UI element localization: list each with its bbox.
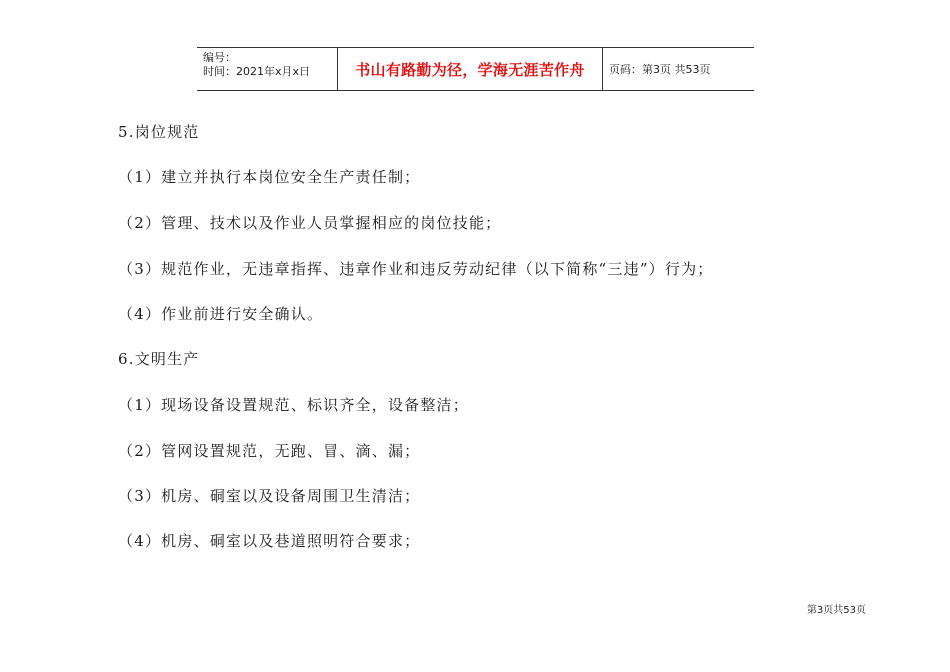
list-item: （1）建立并执行本岗位安全生产责任制； xyxy=(118,168,421,186)
list-item: （3）机房、硐室以及设备周围卫生清洁； xyxy=(118,487,421,505)
list-item: （2）管网设置规范，无跑、冒、滴、漏； xyxy=(118,442,421,460)
date-label: 时间：2021年x月x日 xyxy=(203,65,311,78)
list-item: （4）作业前进行安全确认。 xyxy=(118,305,324,323)
page-footer: 第3页共53页 xyxy=(806,605,866,616)
list-item: （1）现场设备设置规范、标识齐全，设备整洁； xyxy=(118,396,469,414)
page-code-label: 页码：第3页 共53页 xyxy=(609,63,711,76)
section-heading-job-standards: 5.岗位规范 xyxy=(118,123,200,141)
header-motto-cell xyxy=(338,48,603,90)
header-left-cell xyxy=(197,48,338,90)
motto-text: 书山有路勤为径，学海无涯苦作舟 xyxy=(355,60,585,79)
section-heading-civilized-production: 6.文明生产 xyxy=(118,350,200,368)
list-item: （2）管理、技术以及作业人员掌握相应的岗位技能； xyxy=(118,214,502,232)
list-item: （3）规范作业，无违章指挥、违章作业和违反劳动纪律（以下简称“三违”）行为； xyxy=(118,260,714,278)
list-item: （4）机房、硐室以及巷道照明符合要求； xyxy=(118,532,421,550)
serial-number-label: 编号： xyxy=(203,51,236,64)
header-right-cell xyxy=(603,48,754,90)
page-header-table xyxy=(197,47,754,91)
